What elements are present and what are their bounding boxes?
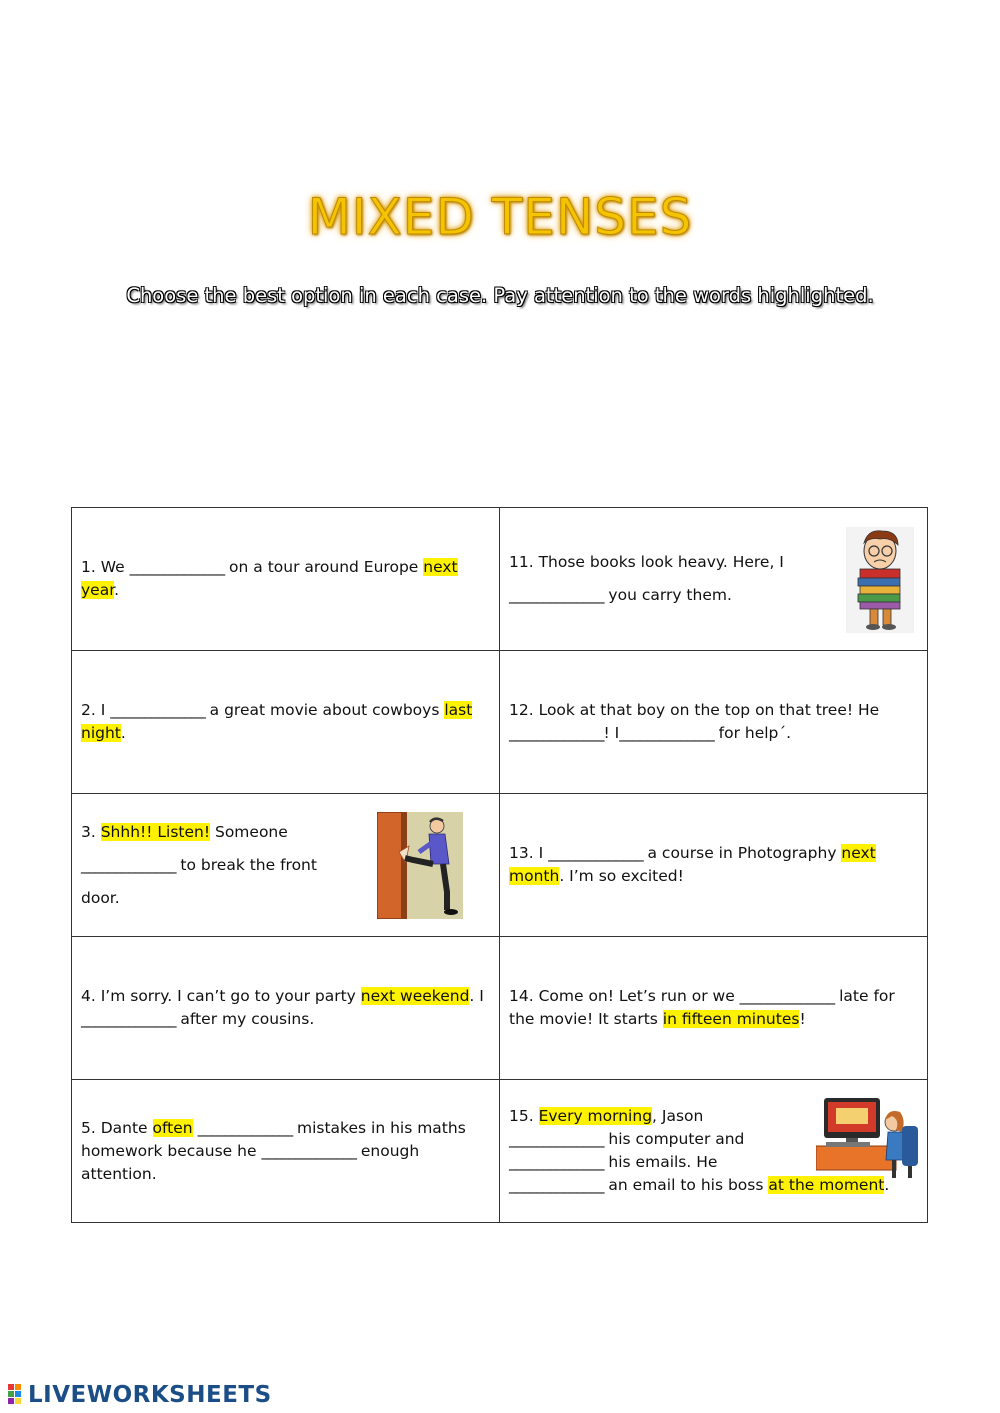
table-row xyxy=(72,508,928,651)
table-row xyxy=(72,651,928,794)
answer-blank-12b[interactable]: ______________ xyxy=(619,724,714,742)
answer-blank-12a[interactable]: ______________ xyxy=(509,724,604,742)
answer-blank-5b[interactable]: ______________ xyxy=(261,1141,356,1160)
answer-blank-13[interactable]: ______________ xyxy=(548,844,643,862)
question-13: 13. I ______________ a course in Photography next month. I’m so excited! xyxy=(500,794,928,937)
answer-blank-2[interactable]: ______________ xyxy=(110,701,205,719)
table-row xyxy=(72,1080,928,1223)
man-kicking-door-illustration xyxy=(377,812,463,919)
question-11: 11. Those books look heavy. Here, I ______________ you carry them. xyxy=(500,508,928,651)
logo-text: LIVEWORKSHEETS xyxy=(28,1382,272,1408)
highlight-often: often xyxy=(152,1118,193,1137)
liveworksheets-logo xyxy=(8,1381,272,1409)
table-row xyxy=(72,794,928,937)
question-14: 14. Come on! Let’s run or we ______________ late for the movie! It starts in fifteen minutes! xyxy=(500,937,928,1080)
table-row xyxy=(72,937,928,1080)
highlight-next-month: next month xyxy=(509,844,876,885)
question-4: 4. I’m sorry. I can’t go to your party next weekend. I ______________ after my cousins. xyxy=(72,937,500,1080)
exercise-table xyxy=(71,507,928,1223)
answer-blank-3[interactable]: ______________ xyxy=(81,855,176,874)
highlight-at-the-moment: at the moment xyxy=(768,1176,885,1194)
instructions: Choose the best option in each case. Pay attention to the words highlighted. xyxy=(126,284,874,307)
highlight-in-fifteen-minutes: in fifteen minutes xyxy=(662,1010,800,1028)
highlight-every-morning: Every morning xyxy=(538,1107,653,1125)
answer-blank-11[interactable]: ______________ xyxy=(509,586,604,604)
highlight-next-year: next year xyxy=(81,558,458,599)
logo-mark-icon xyxy=(8,1384,28,1406)
question-5: 5. Dante often ______________ mistakes in his maths homework because he ______________ enough attention. xyxy=(72,1080,500,1223)
answer-blank-15a[interactable]: ______________ xyxy=(509,1130,604,1148)
answer-blank-14[interactable]: ______________ xyxy=(739,987,835,1005)
question-3: 3. Shhh!! Listen! Someone ______________ to break the front door. xyxy=(72,794,500,937)
answer-blank-15b[interactable]: ______________ xyxy=(509,1153,604,1171)
answer-blank-1[interactable]: ______________ xyxy=(129,558,225,576)
answer-blank-15c[interactable]: ______________ xyxy=(509,1176,604,1194)
question-12: 12. Look at that boy on the top on that tree! He ______________! I______________ for help´. xyxy=(500,651,928,794)
answer-blank-5a[interactable]: ______________ xyxy=(197,1118,293,1137)
boy-carrying-books-illustration xyxy=(846,527,914,633)
highlight-next-weekend: next weekend xyxy=(360,987,470,1005)
worksheet-title: MIXED TENSES xyxy=(307,188,693,246)
answer-blank-4[interactable]: ______________ xyxy=(81,1010,176,1028)
girl-at-computer-illustration xyxy=(816,1092,922,1180)
highlight-last-night: last night xyxy=(81,701,473,742)
question-1: 1. We ______________ on a tour around Europe next year. xyxy=(72,508,500,651)
question-15: 15. Every morning, Jason ______________ his computer and ______________ his emails. He ______________ an email to his boss at the moment. xyxy=(500,1080,928,1223)
question-2: 2. I ______________ a great movie about cowboys last night. xyxy=(72,651,500,794)
highlight-shhh-listen: Shhh!! Listen! xyxy=(100,822,211,841)
